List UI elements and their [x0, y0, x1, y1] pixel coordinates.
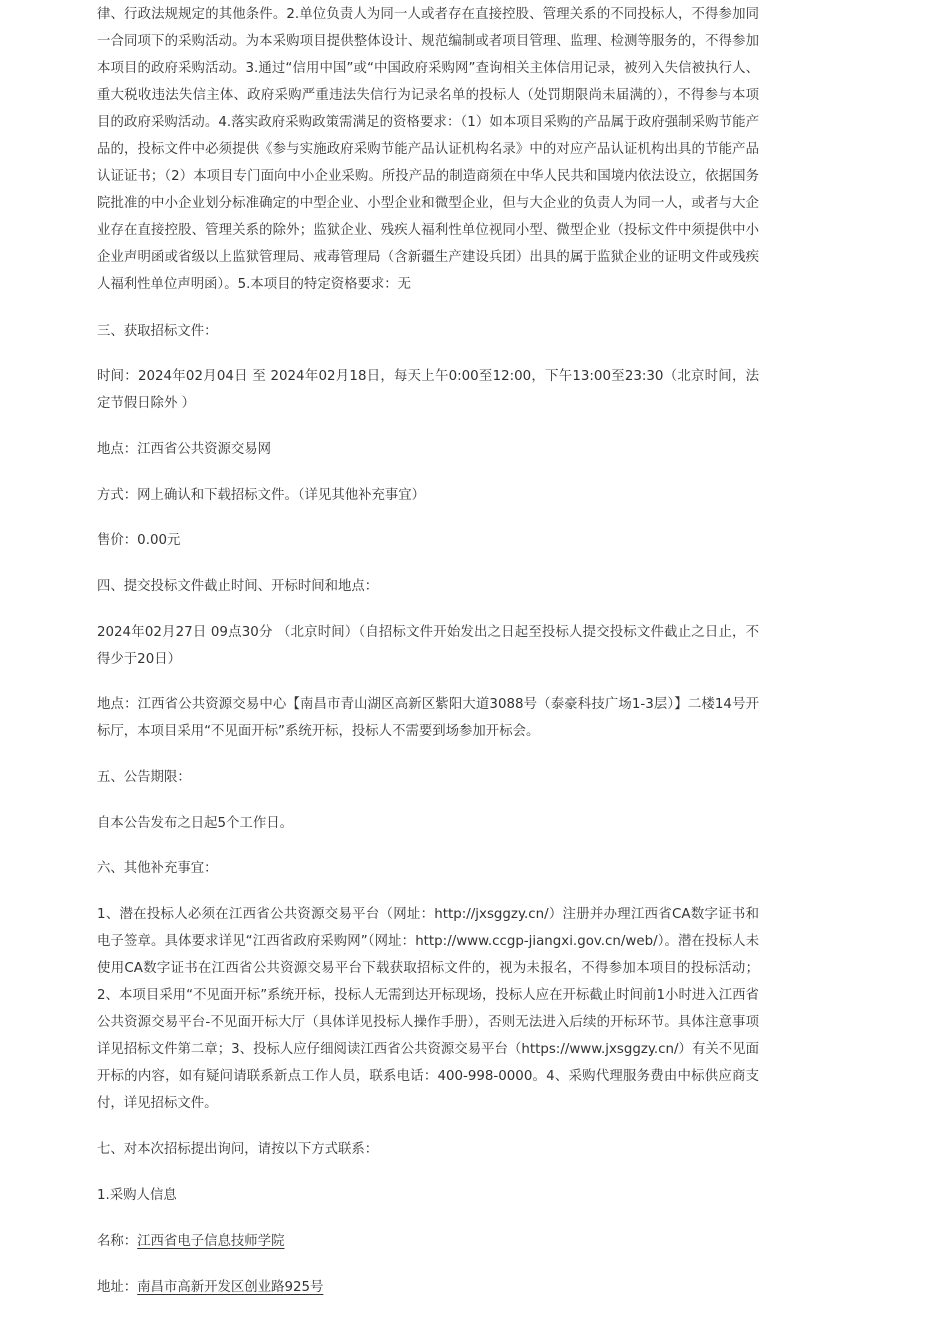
section-5-text: 自本公告发布之日起5个工作日。: [97, 816, 293, 831]
purchaser-name-label: 名称：: [97, 1234, 138, 1249]
qualification-requirements-text: 律、行政法规规定的其他条件。2.单位负责人为同一人或者存在直接控股、管理关系的不同投标人，不得参加同一合同项下的采购活动。为本采购项目提供整体设计、规范编制或者项目管理、监理、检测等服务的，不得参加本项目的政府采购活动。3.通过“信用中国”或“中国政府采购网”查询相关主体信用记录，被列入失信被执行人、重大税收违法失信主体、政府采购严重违法失信行为记录名单的投标人（处罚期限尚未届满的），不得参与本项目的政府采购活动。4.落实政府采购政策需满足的资格要求：（1）如本项目采购的产品属于政府强制采购节能产品的，投标文件中必须提供《参与实施政府采购节能产品认证机构名录》中的对应产品认证机构出具的节能产品认证证书；（2）本项目专门面向中小企业采购。所投产品的制造商须在中华人民共和国境内依法设立，依据国务院批准的中小企业划分标准确定的中型企业、小型企业和微型企业，但与大企业的负责人为同一人，或者与大企业存在直接控股、管理关系的除外；监狱企业、残疾人福利性单位视同小型、微型企业（投标文件中须提供中小企业声明函或省级以上监狱管理局、戒毒管理局（含新疆生产建设兵团）出具的属于监狱企业的证明文件或残疾人福利性单位声明函）。5.本项目的特定资格要求：无: [97, 7, 759, 292]
section-3-place: 地点：江西省公共资源交易网: [97, 442, 272, 457]
purchaser-address: 南昌市高新开发区创业路925号: [137, 1280, 324, 1295]
purchaser-name-line: [97, 1228, 284, 1255]
section-4-time: 2024年02月27日 09点30分 （北京时间）（自招标文件开始发出之日起至投标人提交投标文件截止之日止，不得少于20日）: [97, 625, 759, 667]
section-3-method: 方式：网上确认和下载招标文件。（详见其他补充事宜）: [97, 488, 426, 503]
section-4-heading: 四、提交投标文件截止时间、开标时间和地点：: [97, 579, 379, 594]
purchaser-name: 江西省电子信息技师学院: [137, 1234, 285, 1249]
section-5-heading: 五、公告期限：: [97, 770, 191, 785]
section-6-text: 1、潜在投标人必须在江西省公共资源交易平台（网址：http://jxsggzy.cn/）注册并办理江西省CA数字证书和电子签章。具体要求详见“江西省政府采购网”（网址：http://www.ccgp-jiangxi.gov.cn/web/）。潜在投标人未使用CA数字证书在江西省公共资源交易平台下载获取招标文件的，视为未报名，不得参加本项目的投标活动；2、本项目采用“不见面开标”系统开标，投标人无需到达开标现场，投标人应在开标截止时间前1小时进入江西省公共资源交易平台-不见面开标大厅（具体详见投标人操作手册），否则无法进入后续的开标环节。具体注意事项详见招标文件第二章；3、投标人应仔细阅读江西省公共资源交易平台（https://www.jxsggzy.cn/）有关不见面开标的内容，如有疑问请联系新点工作人员，联系电话：400-998-0000。4、采购代理服务费由中标供应商支付，详见招标文件。: [97, 907, 759, 1111]
section-3-time: 时间：2024年02月04日 至 2024年02月18日，每天上午0:00至12:00，下午13:00至23:30（北京时间，法定节假日除外 ）: [97, 369, 759, 411]
purchaser-address-label: 地址：: [97, 1280, 138, 1295]
section-3-price: 售价：0.00元: [97, 533, 181, 548]
section-4-place: 地点：江西省公共资源交易中心【南昌市青山湖区高新区紫阳大道3088号（泰豪科技广场1-3层）】二楼14号开标厅，本项目采用“不见面开标”系统开标，投标人不需要到场参加开标会。: [97, 697, 759, 739]
purchaser-address-line: [97, 1274, 323, 1301]
section-7-heading: 七、对本次招标提出询问，请按以下方式联系：: [97, 1142, 379, 1157]
section-3-heading: 三、获取招标文件：: [97, 324, 218, 339]
purchaser-info-heading: 1.采购人信息: [97, 1188, 177, 1203]
section-6-heading: 六、其他补充事宜：: [97, 861, 218, 876]
